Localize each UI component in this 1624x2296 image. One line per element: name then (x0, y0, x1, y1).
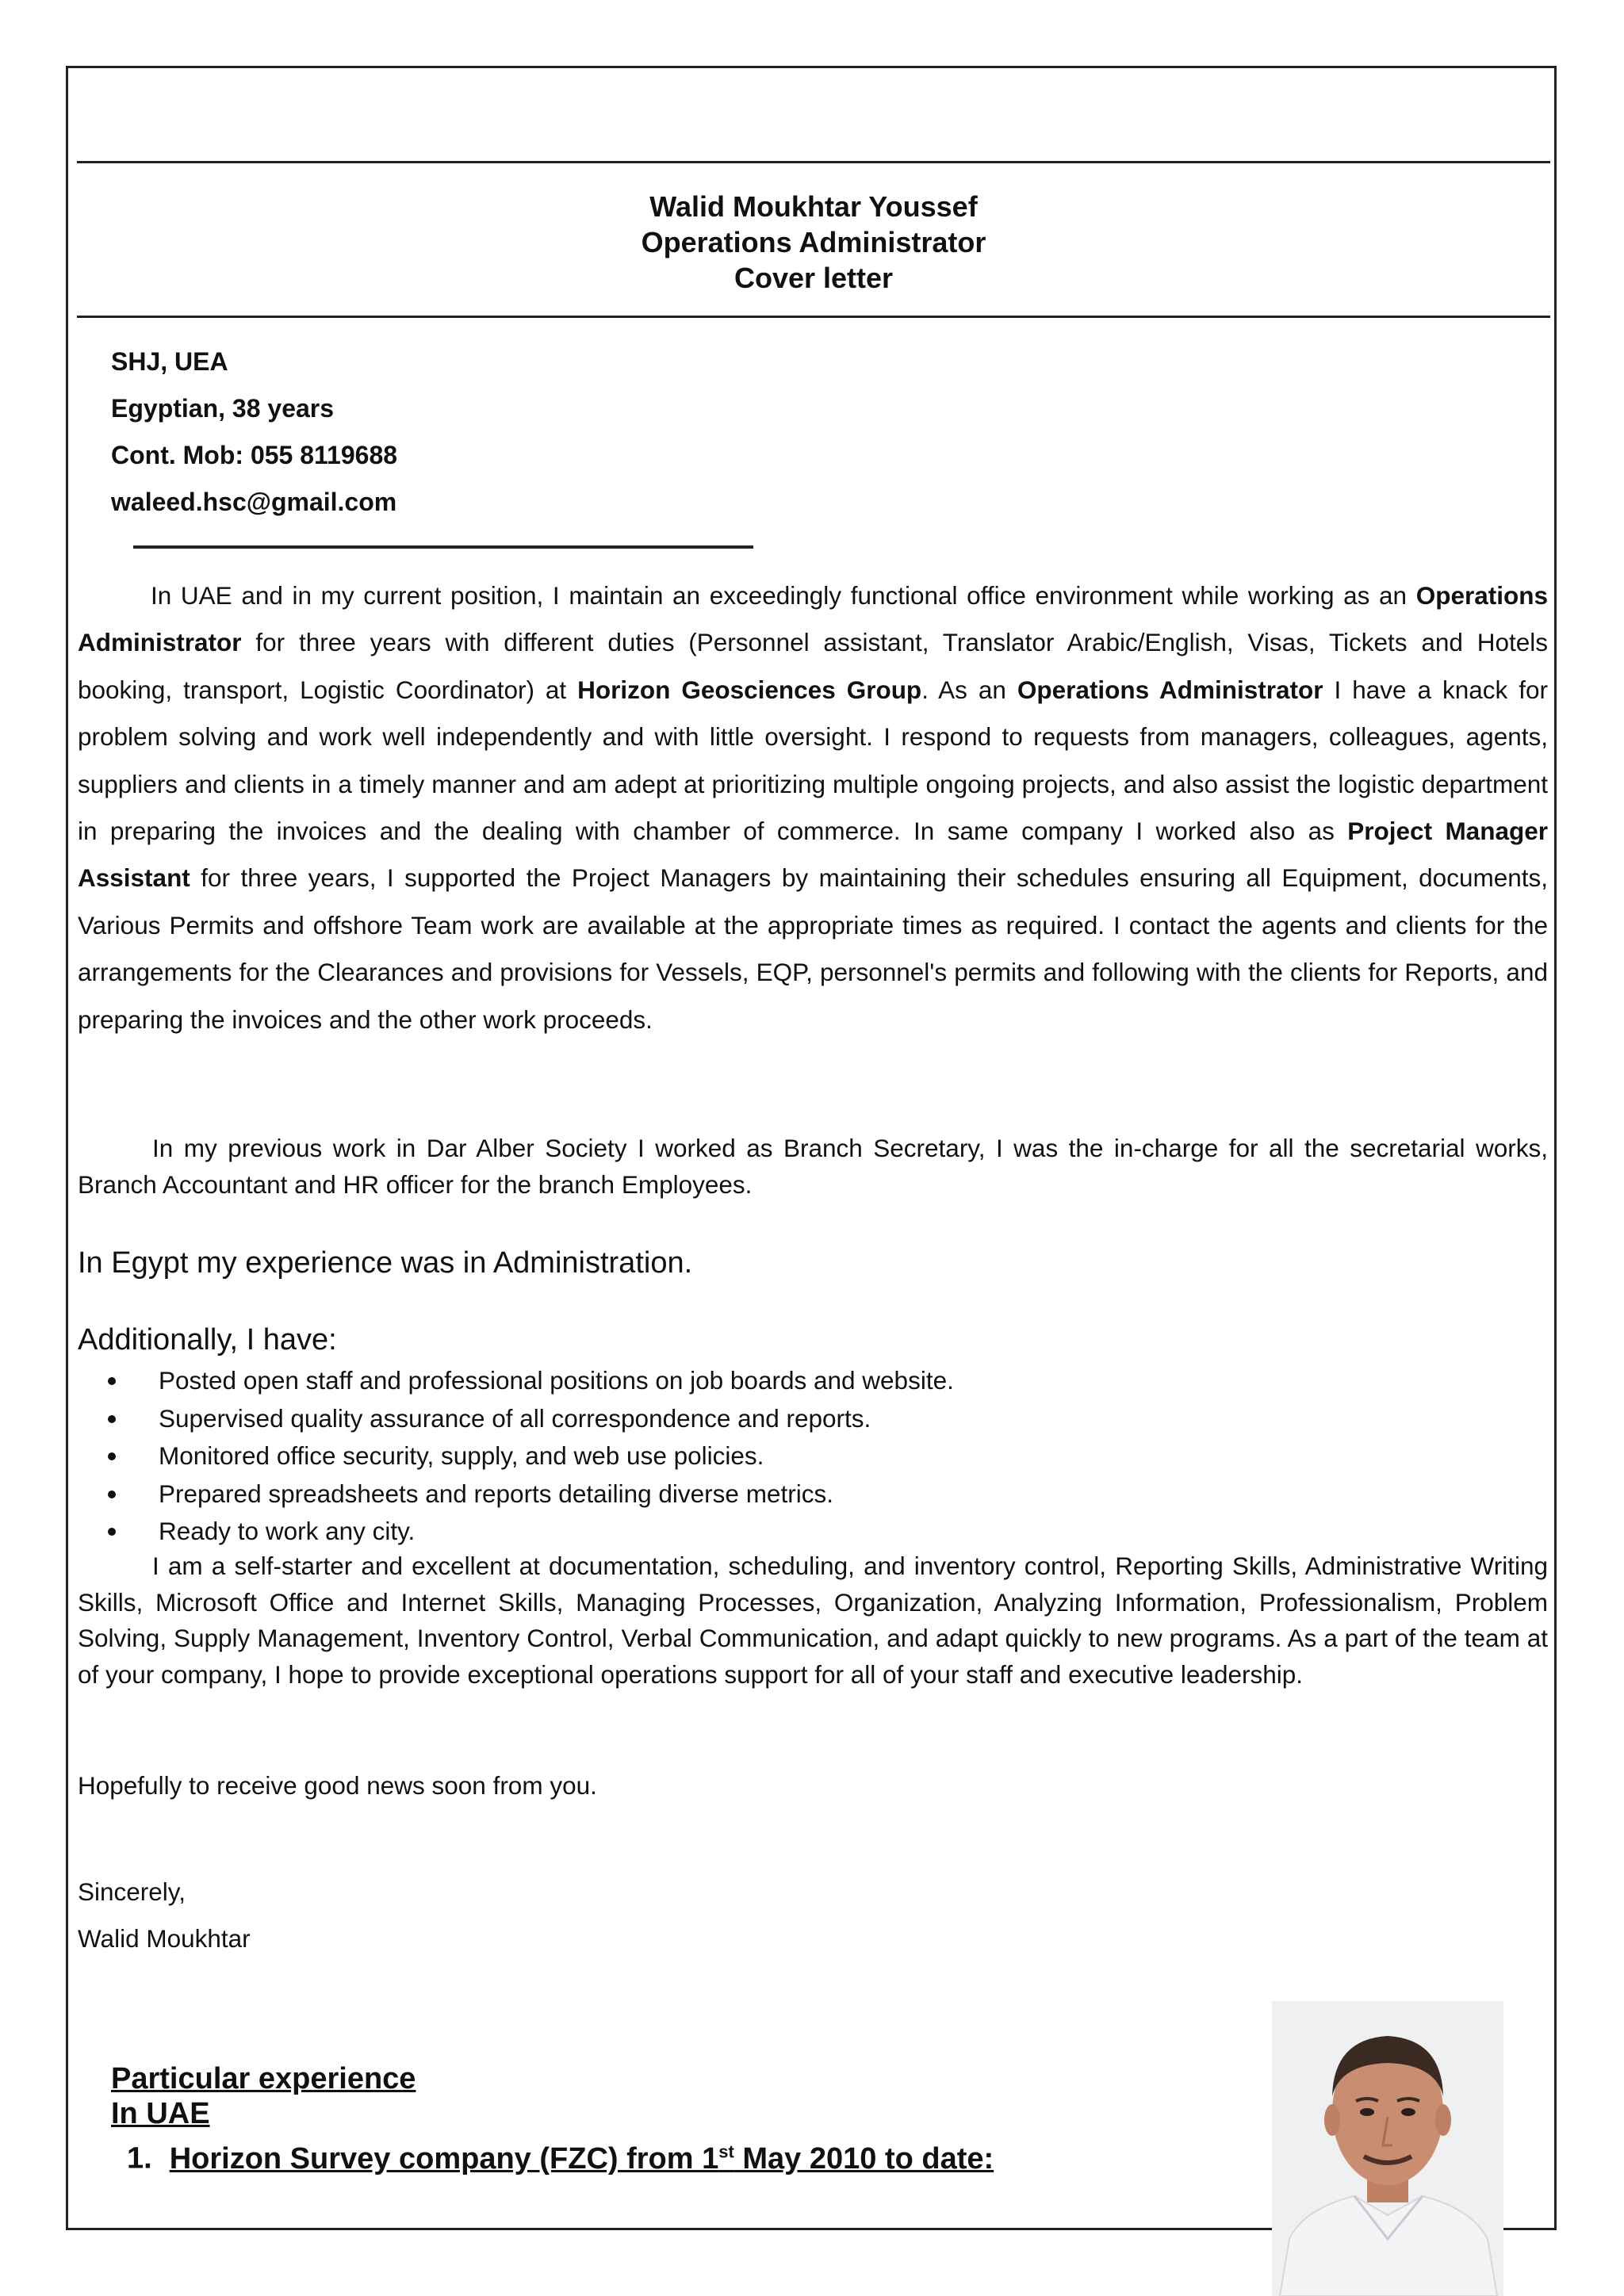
para1-text-4: I have a knack for problem solving and work well independently and with little oversight. I respond to requests from managers, colleagues, agents, suppliers and clients in a timely manner and am adept at prioritizing multiple ongoing projects, and also assist the logistic department in preparing the invoices and the dealing with chamber of commerce. In same company I worked also as (78, 675, 1548, 846)
document-header (77, 189, 1550, 296)
list-item (78, 1475, 1548, 1513)
applicant-role: Operations Administrator (641, 226, 986, 258)
para1-text-5: for three years, I supported the Project Managers by maintaining their schedules ensuring all Equipment, documents, Various Permits and offshore Team work are available at the appropriate times as required. I contact the agents and clients for the arrangements for the Clearances and provisions for Vessels, EQP, personnel's permits and following with the clients for Reports, and preparing the invoices and the other work proceeds. (78, 863, 1548, 1034)
experience-item-title-a: Horizon Survey company (FZC) from 1 (169, 2141, 719, 2175)
para2-text: In my previous work in Dar Alber Society I worked as Branch Secretary, I was the in-charge for all the secretarial works, Branch Accountant and HR officer for the branch Employees. (78, 1134, 1548, 1199)
header-bottom-rule (77, 316, 1550, 318)
experience-item (127, 2134, 994, 2176)
contact-nationality-age: Egyptian, 38 years (111, 394, 335, 423)
para1-bold-3: Operations Administrator (1017, 675, 1323, 704)
contact-divider (133, 545, 753, 549)
paragraph-skills-summary (78, 1548, 1548, 1693)
para3-text: I am a self-starter and excellent at documentation, scheduling, and inventory control, Reporting Skills, Administrative Writing Skills, Microsoft Office and Internet Skills, Managing Processes, Organization, Analyzing Information, Professionalism, Problem Solving, Supply Management, Inventory Control, Verbal Communication, and adapt quickly to new programs. As a part of the team at of your company, I hope to provide exceptional operations support for all of your staff and executive leadership. (78, 1552, 1548, 1689)
list-item (78, 1400, 1548, 1438)
contact-location: SHJ, UEA (111, 347, 228, 376)
applicant-name: Walid Moukhtar Youssef (649, 190, 978, 223)
para1-bold-2: Horizon Geosciences Group (577, 675, 922, 704)
bullet-icon (108, 1490, 116, 1498)
skills-bullet-list (78, 1362, 1548, 1551)
para1-bold-4: Project Manager Assistant (78, 817, 1548, 893)
bullet-icon (108, 1528, 116, 1536)
para1-text-1: In UAE and in my current position, I maintain an exceedingly functional office environment while working as an (151, 581, 1416, 610)
applicant-photo (1272, 2001, 1503, 2296)
list-item-text: Supervised quality assurance of all correspondence and reports. (159, 1403, 871, 1433)
bullet-icon (108, 1452, 116, 1460)
egypt-experience-line: In Egypt my experience was in Administration. (78, 1246, 693, 1280)
list-item-text: Posted open staff and professional positions on job boards and website. (159, 1366, 954, 1395)
list-item (78, 1437, 1548, 1475)
list-item (78, 1513, 1548, 1551)
header-top-rule (77, 161, 1550, 163)
experience-item-title (170, 2142, 994, 2175)
para1-bold-1: Operations Administrator (78, 581, 1548, 657)
sign-off: Sincerely, (78, 1877, 186, 1906)
list-item-text: Prepared spreadsheets and reports detailing diverse metrics. (159, 1479, 833, 1508)
bullet-icon (108, 1415, 116, 1423)
para1-text-3: . As an (921, 675, 1017, 704)
contact-block (111, 339, 397, 526)
contact-mobile: Cont. Mob: 055 8119688 (111, 441, 398, 469)
signature-name: Walid Moukhtar (78, 1924, 251, 1953)
experience-item-title-b: May 2010 to date: (733, 2141, 994, 2175)
experience-region: In UAE (111, 2097, 210, 2130)
list-item-text: Monitored office security, supply, and web use policies. (159, 1441, 764, 1470)
list-item-text: Ready to work any city. (159, 1517, 416, 1545)
contact-email: waleed.hsc@gmail.com (111, 488, 397, 516)
closing-hope-line: Hopefully to receive good news soon from you. (78, 1771, 597, 1800)
additionally-heading: Additionally, I have: (78, 1323, 337, 1357)
experience-item-sup: st (718, 2141, 734, 2161)
paragraph-previous-work (78, 1130, 1548, 1203)
list-item (78, 1362, 1548, 1400)
experience-item-number: 1. (127, 2141, 152, 2175)
experience-heading: Particular experience (111, 2062, 416, 2095)
portrait-image (1272, 2001, 1503, 2296)
para1-text-2: for three years with different duties (Personnel assistant, Translator Arabic/English, Visas, Tickets and Hotels booking, transport, Logistic Coordinator) at (78, 628, 1548, 704)
experience-heading-block (111, 2061, 416, 2131)
paragraph-current-position (78, 572, 1548, 1043)
bullet-icon (108, 1377, 116, 1385)
document-type: Cover letter (733, 262, 894, 294)
